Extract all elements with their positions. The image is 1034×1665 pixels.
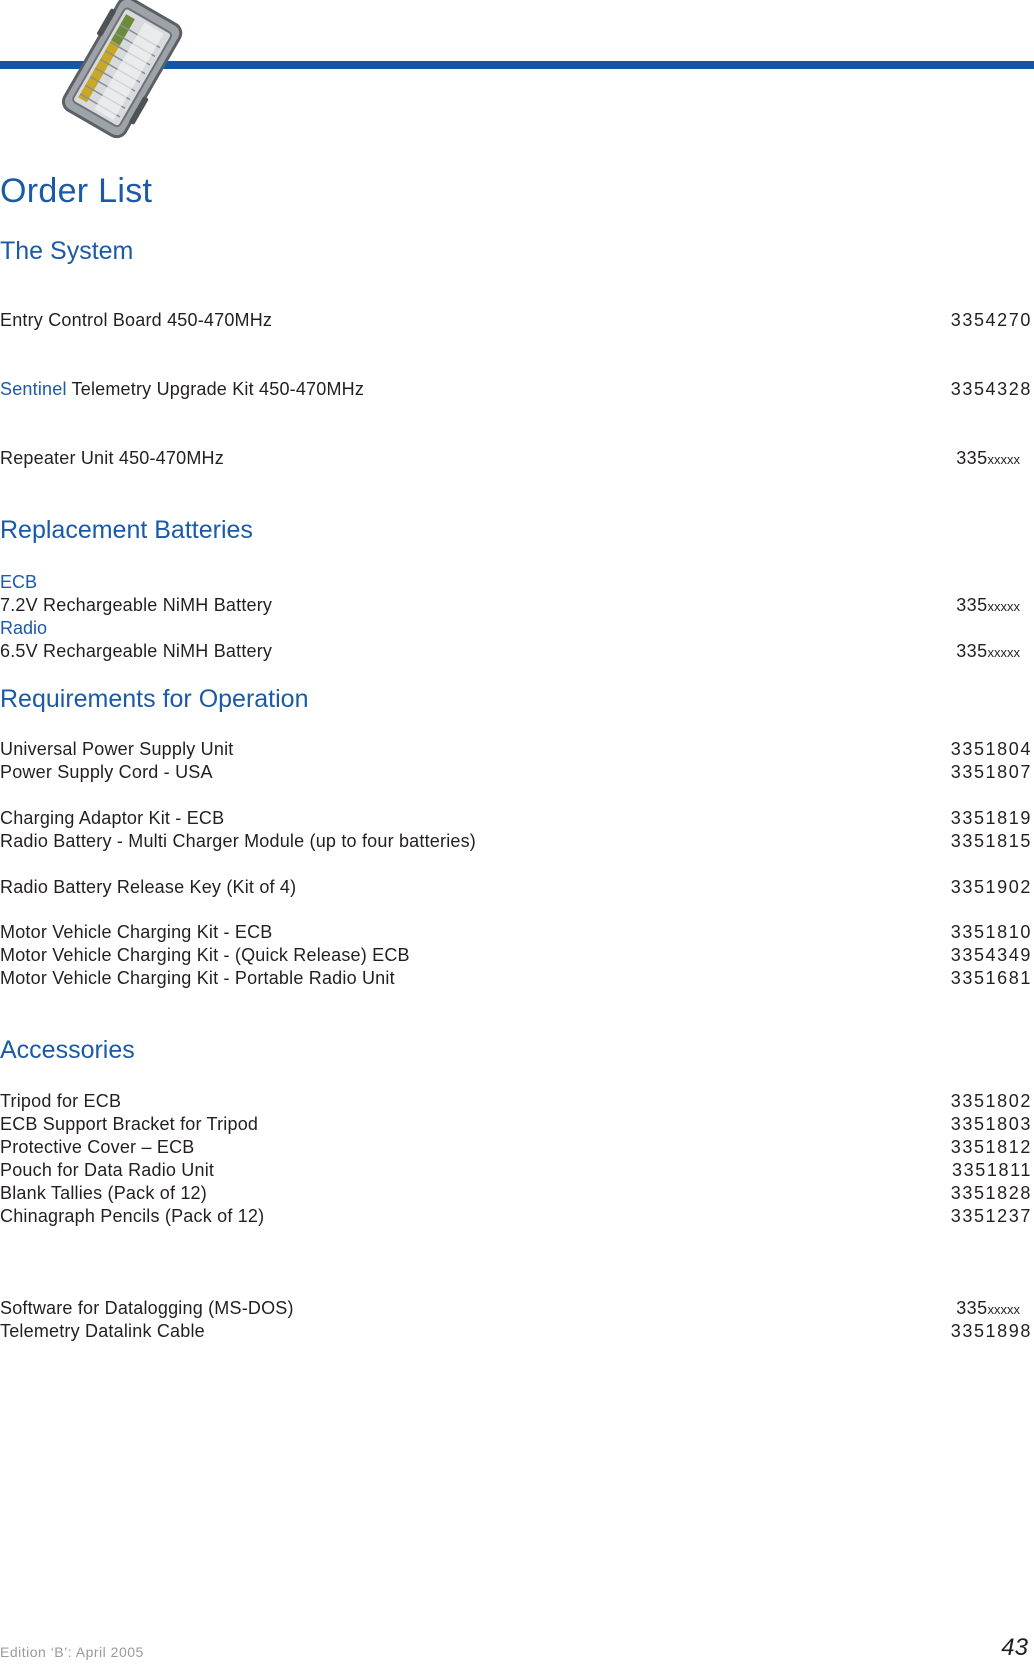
order-item-row (0, 309, 1032, 332)
item-code: 3351811 (952, 1160, 1032, 1180)
entry-control-board-device-image (40, 0, 190, 140)
item-description: Pouch for Data Radio Unit (0, 1160, 215, 1180)
item-description: Motor Vehicle Charging Kit - ECB (0, 922, 273, 942)
order-item-row (0, 967, 1032, 990)
item-code-prefix: 335 (956, 595, 988, 615)
order-item-row (0, 1182, 1032, 1205)
order-item-row (0, 830, 1032, 853)
item-description: Blank Tallies (Pack of 12) (0, 1183, 207, 1203)
item-code (956, 1297, 1020, 1321)
item-code: 3351812 (950, 1137, 1032, 1157)
item-description: Radio Battery - Multi Charger Module (up to four batteries) (0, 831, 477, 851)
item-code: 3351902 (950, 877, 1032, 897)
item-code-prefix: 335 (956, 641, 988, 661)
order-item-row (0, 1136, 1032, 1159)
order-item-row (0, 738, 1032, 761)
item-description: Power Supply Cord - USA (0, 762, 213, 782)
subheading-ecb: ECB (0, 572, 38, 592)
item-description: Universal Power Supply Unit (0, 739, 234, 759)
item-code (956, 447, 1020, 471)
order-item-row (0, 876, 1032, 899)
order-item-row (0, 447, 1032, 470)
item-code: 3351828 (950, 1183, 1032, 1203)
item-code-prefix: 335 (956, 1298, 988, 1318)
item-code: 3351898 (950, 1321, 1032, 1341)
order-item-row (0, 1320, 1032, 1343)
item-code: 3354328 (950, 379, 1032, 399)
item-description: Motor Vehicle Charging Kit - (Quick Release) ECB (0, 945, 410, 965)
item-code: 3351810 (950, 922, 1032, 942)
item-code: 3354349 (950, 945, 1032, 965)
order-item-row (0, 378, 1032, 401)
page-number: 43 (1001, 1634, 1028, 1661)
section-heading-the-system: The System (0, 237, 134, 265)
item-description: Radio Battery Release Key (Kit of 4) (0, 877, 297, 897)
item-description: Charging Adaptor Kit - ECB (0, 808, 225, 828)
item-code-placeholder: xxxxx (987, 1302, 1020, 1317)
item-code: 3351803 (950, 1114, 1032, 1134)
item-code: 3351802 (950, 1091, 1032, 1111)
order-item-row (0, 1090, 1032, 1113)
item-description: Repeater Unit 450-470MHz (0, 448, 224, 468)
item-code (956, 594, 1020, 618)
order-item-row (0, 1297, 1032, 1320)
section-heading-replacement-batteries: Replacement Batteries (0, 516, 253, 544)
order-item-row (0, 1113, 1032, 1136)
item-code: 3351804 (950, 739, 1032, 759)
item-description: Chinagraph Pencils (Pack of 12) (0, 1206, 265, 1226)
footer-edition: Edition ‘B’: April 2005 (0, 1644, 144, 1660)
section-heading-accessories: Accessories (0, 1036, 135, 1064)
item-description: Motor Vehicle Charging Kit - Portable Radio Unit (0, 968, 395, 988)
sentinel-brand-name: Sentinel (0, 379, 67, 399)
item-code-placeholder: xxxxx (987, 645, 1020, 660)
order-item-row (0, 761, 1032, 784)
item-code: 3354270 (950, 310, 1032, 330)
item-description: Telemetry Datalink Cable (0, 1321, 205, 1341)
item-code (956, 640, 1020, 664)
item-code: 3351681 (950, 968, 1032, 988)
page-title: Order List (0, 172, 153, 210)
item-code-placeholder: xxxxx (987, 452, 1020, 467)
item-description: ECB Support Bracket for Tripod (0, 1114, 259, 1134)
item-description: Software for Datalogging (MS-DOS) (0, 1298, 294, 1318)
item-code: 3351819 (950, 808, 1032, 828)
item-code: 3351237 (950, 1206, 1032, 1226)
order-item-row (0, 1205, 1032, 1228)
order-item-row (0, 944, 1032, 967)
order-item-row (0, 921, 1032, 944)
order-item-row (0, 594, 1032, 617)
item-description (0, 378, 364, 401)
item-description-text: Telemetry Upgrade Kit 450-470MHz (71, 379, 365, 399)
item-description: 6.5V Rechargeable NiMH Battery (0, 641, 273, 661)
item-description: Protective Cover – ECB (0, 1137, 195, 1157)
subheading-radio: Radio (0, 618, 48, 638)
order-item-row (0, 1159, 1032, 1182)
order-item-row (0, 807, 1032, 830)
item-code-placeholder: xxxxx (987, 599, 1020, 614)
section-heading-requirements-for-operation: Requirements for Operation (0, 685, 309, 713)
item-description: Entry Control Board 450-470MHz (0, 310, 273, 330)
item-code: 3351815 (950, 831, 1032, 851)
item-code-prefix: 335 (956, 448, 988, 468)
item-description: Tripod for ECB (0, 1091, 122, 1111)
item-code: 3351807 (950, 762, 1032, 782)
order-item-row (0, 640, 1032, 663)
item-description: 7.2V Rechargeable NiMH Battery (0, 595, 273, 615)
